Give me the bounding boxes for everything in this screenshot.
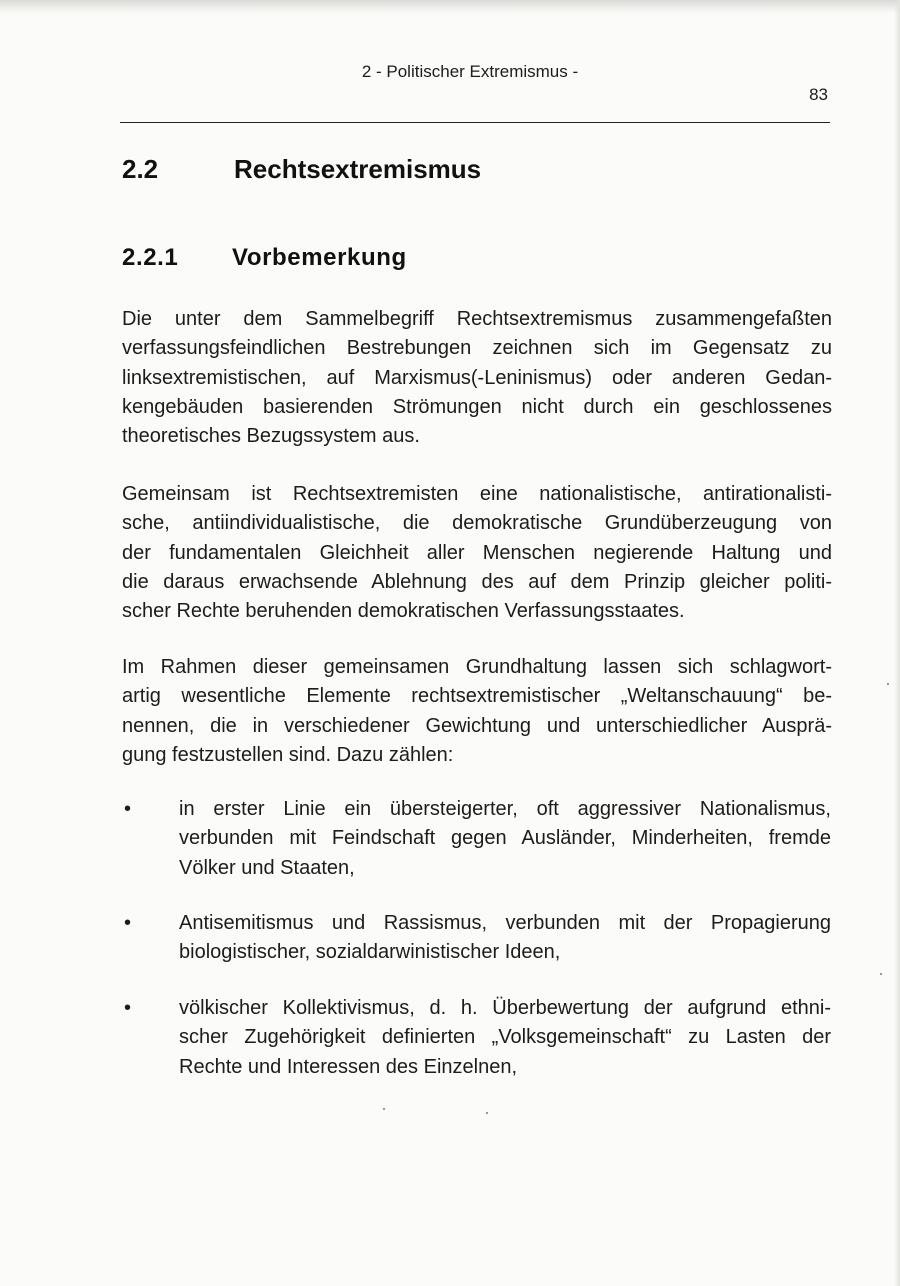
bullet-line: Rechte und Interessen des Einzelnen, (179, 1055, 517, 1078)
paragraph-line: theoretisches Bezugssystem aus. (122, 425, 420, 448)
scan-speck (880, 973, 882, 975)
bullet-icon: • (124, 912, 132, 934)
scan-shadow-right (894, 0, 900, 1286)
scan-speck (486, 1112, 488, 1114)
bullet-line: völkischer Kollektivismus, d. h. Überbewertung der aufgrund ethni- (179, 997, 831, 1019)
paragraph-line: gung festzustellen sind. Dazu zählen: (122, 743, 454, 766)
paragraph-line: artig wesentliche Elemente rechtsextremistischer „Weltanschauung“ be- (122, 685, 832, 708)
paragraph-line: nennen, die in verschiedener Gewichtung und unterschiedlicher Ausprä- (122, 714, 832, 737)
paragraph-line: linksextremistischen, auf Marxismus(-Leninismus) oder anderen Gedan- (122, 366, 832, 389)
bullet-line: verbunden mit Feindschaft gegen Ausländer, Minderheiten, fremde (179, 827, 831, 850)
scan-shadow-top (0, 0, 900, 14)
paragraph-2 (122, 480, 832, 626)
bullet-line: scher Zugehörigkeit definierten „Volksgemeinschaft“ zu Lasten der (179, 1026, 831, 1049)
running-header: 2 - Politischer Extremismus - (361, 62, 579, 81)
paragraph-line: der fundamentalen Gleichheit aller Menschen negierende Haltung und (122, 541, 832, 564)
page-number: 83 (809, 85, 828, 104)
bullet-text (179, 909, 831, 968)
bullet-line: in erster Linie ein übersteigerter, oft aggressiver Nationalismus, (179, 798, 831, 820)
subsection-title: Vorbemerkung (232, 244, 407, 271)
paragraph-1 (122, 305, 832, 451)
paragraph-line: verfassungsfeindlichen Bestrebungen zeichnen sich im Gegensatz zu (122, 337, 832, 360)
scan-speck (887, 683, 889, 685)
header-divider (120, 122, 830, 123)
bullet-line: Völker und Staaten, (179, 856, 355, 879)
section-number: 2.2 (122, 154, 159, 184)
section-heading (122, 154, 481, 185)
paragraph-line: Die unter dem Sammelbegriff Rechtsextremismus zusammengefaßten (122, 308, 832, 330)
bullet-text (179, 795, 831, 883)
paragraph-3 (122, 653, 832, 770)
paragraph-line: Im Rahmen dieser gemeinsamen Grundhaltung lassen sich schlagwort- (122, 656, 832, 678)
paragraph-line: Gemeinsam ist Rechtsextremisten eine nationalistische, antirationalisti- (122, 483, 832, 505)
bullet-icon: • (124, 997, 132, 1019)
subsection-number: 2.2.1 (122, 244, 179, 271)
subsection-heading (122, 244, 407, 272)
bullet-icon: • (124, 798, 132, 820)
bullet-text (179, 994, 831, 1082)
paragraph-line: sche, antiindividualistische, die demokratische Grundüberzeugung von (122, 512, 832, 535)
bullet-line: Antisemitismus und Rassismus, verbunden mit der Propagierung (179, 912, 831, 934)
paragraph-line: kengebäuden basierenden Strömungen nicht durch ein geschlossenes (122, 395, 832, 418)
bullet-line: biologistischer, sozialdarwinistischer Ideen, (179, 941, 561, 964)
paragraph-line: scher Rechte beruhenden demokratischen Verfassungsstaates. (122, 600, 685, 623)
section-title: Rechtsextremismus (234, 154, 482, 184)
paragraph-line: die daraus erwachsende Ablehnung des auf dem Prinzip gleicher politi- (122, 570, 832, 593)
scan-speck (383, 1108, 385, 1110)
